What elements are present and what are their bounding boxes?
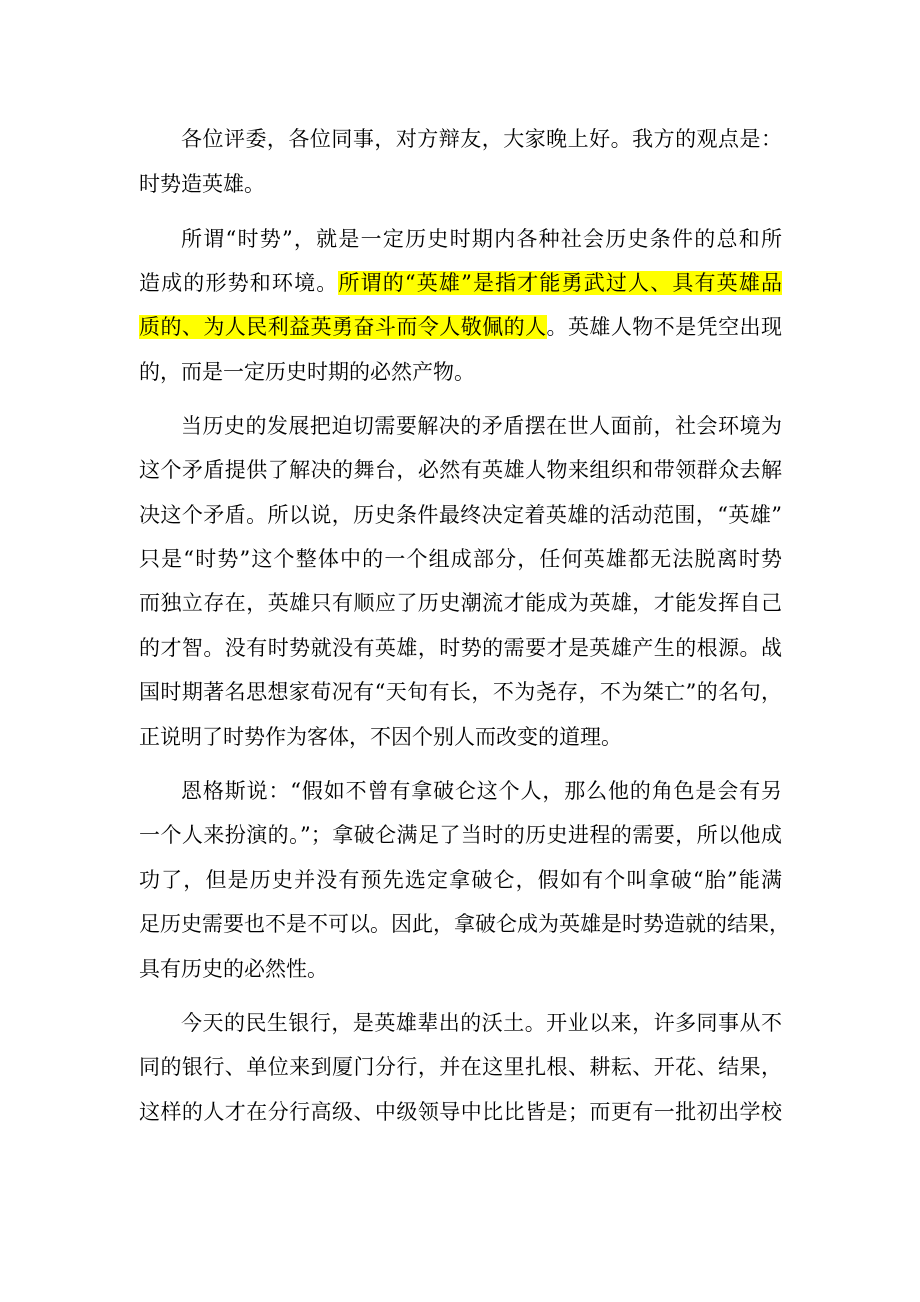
paragraph-3-line-1: 当历史的发展把迫切需要解决的矛盾摆在世人面前，社会环境为 <box>181 414 782 438</box>
paragraph-1-line-2: 时势造英雄。 <box>139 172 265 196</box>
paragraph-3-line-7: 国时期著名思想家荀况有“天旬有长，不为尧存，不为桀亡”的名句， <box>139 680 782 704</box>
paragraph-3-line-6: 的才智。没有时势就没有英雄，时势的需要才是英雄产生的根源。战 <box>139 636 782 660</box>
paragraph-4-line-1: 恩格斯说：“假如不曾有拿破仑这个人，那么他的角色是会有另 <box>181 779 782 803</box>
paragraph-1-line-1: 各位评委，各位同事，对方辩友，大家晚上好。我方的观点是： <box>181 127 782 151</box>
paragraph-2-line-1: 所谓“时势”，就是一定历史时期内各种社会历史条件的总和所 <box>181 227 782 251</box>
paragraph-5-line-2: 同的银行、单位来到厦门分行，并在这里扎根、耕耘、开花、结果， <box>139 1055 782 1079</box>
paragraph-3-line-5: 而独立存在，英雄只有顺应了历史潮流才能成为英雄，才能发挥自己 <box>139 591 782 615</box>
highlighted-definition-part-1: 所谓的“英雄”是指才能勇武过人、具有英雄品 <box>338 271 782 295</box>
paragraph-2-line-3 <box>139 307 782 347</box>
paragraph-4-line-5: 具有历史的必然性。 <box>139 957 328 981</box>
paragraph-4-line-2: 一个人来扮演的。”；拿破仑满足了当时的历史进程的需要，所以他成 <box>139 823 782 847</box>
paragraph-4-line-3: 功了，但是历史并没有预先选定拿破仑，假如有个叫拿破“胎”能满 <box>139 868 782 892</box>
paragraph-5-line-3: 这样的人才在分行高级、中级领导中比比皆是；而更有一批初出学校 <box>139 1100 782 1124</box>
paragraph-3-line-3: 决这个矛盾。所以说，历史条件最终决定着英雄的活动范围，“英雄” <box>139 503 782 527</box>
paragraph-2-text-after-highlight: 。英雄人物不是凭空出现 <box>546 315 782 339</box>
paragraph-3-line-8: 正说明了时势作为客体，不因个别人而改变的道理。 <box>139 725 622 749</box>
paragraph-4-line-4: 足历史需要也不是不可以。因此，拿破仑成为英雄是时势造就的结果， <box>139 912 790 936</box>
paragraph-3-line-4: 只是“时势”这个整体中的一个组成部分，任何英雄都无法脱离时势 <box>139 547 782 571</box>
paragraph-5-line-1: 今天的民生银行，是英雄辈出的沃土。开业以来，许多同事从不 <box>181 1011 782 1035</box>
paragraph-2-text-plain: 造成的形势和环境。 <box>139 271 339 295</box>
paragraph-2-line-4: 的，而是一定历史时期的必然产物。 <box>139 360 475 384</box>
highlighted-definition-part-2: 质的、为人民利益英勇奋斗而令人敬佩的人 <box>139 315 547 339</box>
paragraph-3-line-2: 这个矛盾提供了解决的舞台，必然有英雄人物来组织和带领群众去解 <box>139 458 782 482</box>
paragraph-2-line-2 <box>139 263 782 303</box>
